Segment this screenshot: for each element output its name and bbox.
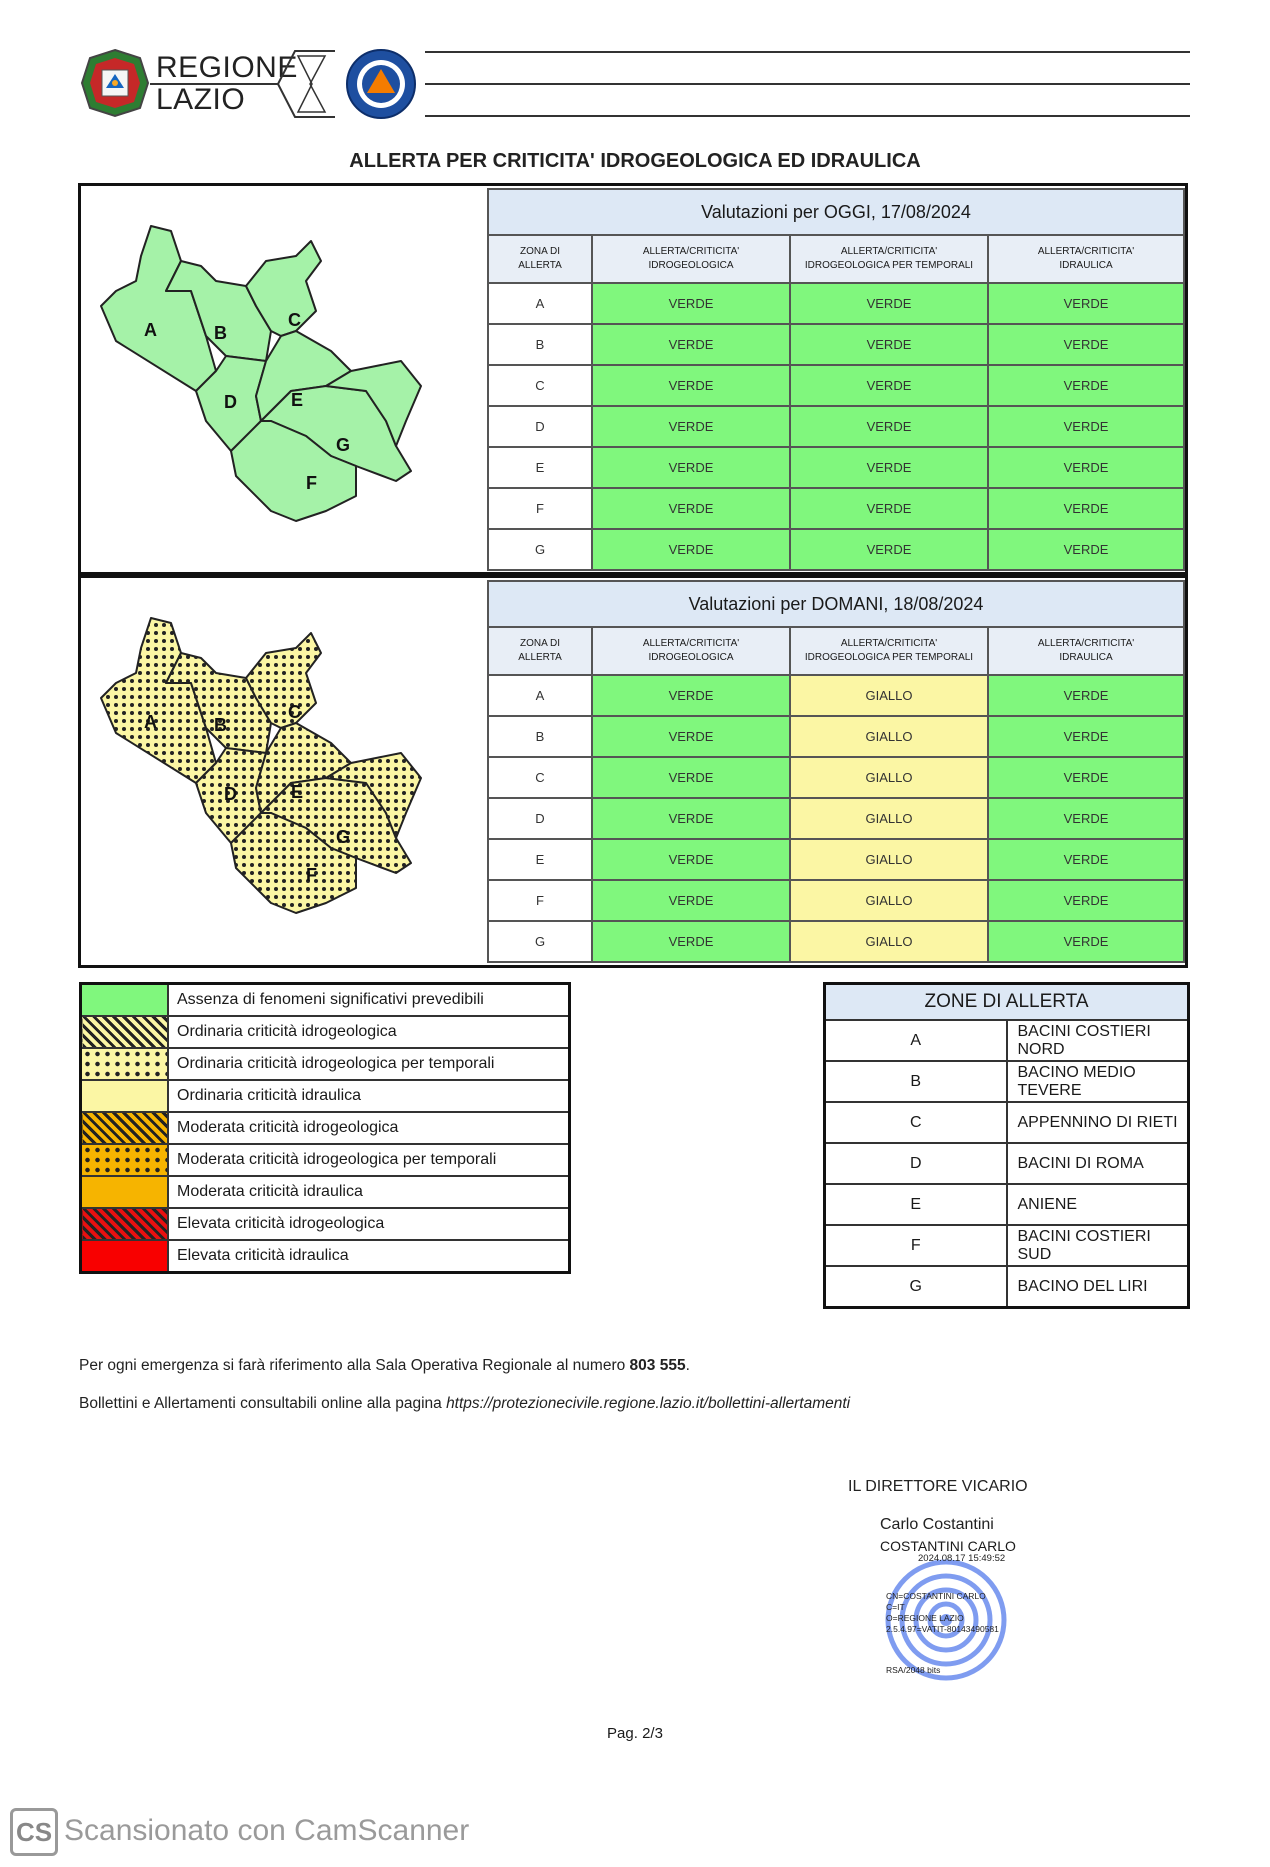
zone-row: E ANIENE	[825, 1184, 1189, 1225]
online-note: Bollettini e Allertamenti consultabili online alla pagina https://protezionecivile.regione.lazio.it/bollettini-allertamenti	[79, 1395, 851, 1412]
protezione-civile-emblem	[345, 48, 417, 120]
map-label-d: D	[224, 392, 237, 412]
legend-swatch	[81, 1176, 169, 1208]
map-label-c: C	[288, 310, 301, 330]
legend-swatch	[81, 1144, 169, 1176]
col-zona: ZONA DI ALLERTA	[488, 235, 592, 283]
zone-row: C APPENNINO DI RIETI	[825, 1102, 1189, 1143]
table-row: F VERDE GIALLO VERDE	[488, 880, 1184, 921]
today-title: Valutazioni per OGGI, 17/08/2024	[488, 189, 1184, 235]
table-row: E VERDE VERDE VERDE	[488, 447, 1184, 488]
col-idrogeologica: ALLERTA/CRITICITA' IDROGEOLOGICA	[592, 627, 790, 675]
legend-item: Ordinaria criticità idrogeologica per temporali	[81, 1048, 570, 1080]
stamp-rsa: RSA/2048 bits	[886, 1665, 941, 1675]
legend-swatch	[81, 1048, 169, 1080]
table-row: A VERDE VERDE VERDE	[488, 283, 1184, 324]
legend-item: Assenza di fenomeni significativi prevedibili	[81, 984, 570, 1017]
legend-table	[79, 982, 571, 1274]
col-zona: ZONA DI ALLERTA	[488, 627, 592, 675]
zone-row: A BACINI COSTIERI NORD	[825, 1020, 1189, 1061]
table-row: C VERDE VERDE VERDE	[488, 365, 1184, 406]
map-label-a: A	[144, 712, 157, 732]
zone-row: G BACINO DEL LIRI	[825, 1266, 1189, 1308]
zones-table	[823, 982, 1190, 1309]
legend-item: Moderata criticità idrogeologica per temporali	[81, 1144, 570, 1176]
table-row: D VERDE VERDE VERDE	[488, 406, 1184, 447]
zone-row: D BACINI DI ROMA	[825, 1143, 1189, 1184]
col-temporali: ALLERTA/CRITICITA' IDROGEOLOGICA PER TEMPORALI	[790, 235, 988, 283]
table-row: F VERDE VERDE VERDE	[488, 488, 1184, 529]
legend-swatch	[81, 984, 169, 1017]
page-number: Pag. 2/3	[607, 1725, 663, 1742]
signature-role: IL DIRETTORE VICARIO	[848, 1478, 1028, 1495]
legend-item: Moderata criticità idrogeologica	[81, 1112, 570, 1144]
camscanner-watermark: CS Scansionato con CamScanner	[10, 1808, 469, 1856]
col-idrogeologica: ALLERTA/CRITICITA' IDROGEOLOGICA	[592, 235, 790, 283]
table-row: A VERDE GIALLO VERDE	[488, 675, 1184, 716]
legend-swatch	[81, 1016, 169, 1048]
table-row: G VERDE VERDE VERDE	[488, 529, 1184, 570]
today-panel	[78, 183, 1188, 575]
map-label-f: F	[306, 473, 317, 493]
legend-item: Elevata criticità idraulica	[81, 1240, 570, 1273]
table-row: D VERDE GIALLO VERDE	[488, 798, 1184, 839]
tomorrow-panel	[78, 575, 1188, 968]
map-label-b: B	[214, 715, 227, 735]
col-idraulica: ALLERTA/CRITICITA' IDRAULICA	[988, 627, 1184, 675]
signature-name: Carlo Costantini	[880, 1516, 994, 1533]
map-label-e: E	[291, 782, 304, 802]
logo-text-line1: REGIONE	[156, 51, 298, 84]
emergency-note: Per ogni emergenza si farà riferimento alla Sala Operativa Regionale al numero 803 555.	[79, 1357, 690, 1374]
col-temporali: ALLERTA/CRITICITA' IDROGEOLOGICA PER TEMPORALI	[790, 627, 988, 675]
legend-item: Elevata criticità idrogeologica	[81, 1208, 570, 1240]
logo-text-line2: LAZIO	[156, 83, 246, 116]
bulletins-link[interactable]: https://protezionecivile.regione.lazio.it/bollettini-allertamenti	[446, 1395, 851, 1412]
tomorrow-region-map	[96, 613, 476, 943]
table-row: C VERDE GIALLO VERDE	[488, 757, 1184, 798]
map-label-g: G	[336, 435, 351, 455]
col-idraulica: ALLERTA/CRITICITA' IDRAULICA	[988, 235, 1184, 283]
map-label-d: D	[224, 784, 237, 804]
map-label-e: E	[291, 390, 304, 410]
emergency-number: 803 555	[629, 1357, 686, 1374]
map-label-f: F	[306, 865, 317, 885]
legend-item: Moderata criticità idraulica	[81, 1176, 570, 1208]
stamp-details: CN=COSTANTINI CARLO C=IT O=REGIONE LAZIO 2.5.4.97=VATIT-80143490581	[886, 1591, 999, 1634]
map-label-a: A	[144, 320, 157, 340]
legend-item: Ordinaria criticità idraulica	[81, 1080, 570, 1112]
zone-row: F BACINI COSTIERI SUD	[825, 1225, 1189, 1266]
camscanner-icon: CS	[10, 1808, 58, 1856]
tomorrow-table	[487, 580, 1185, 963]
today-table	[487, 188, 1185, 571]
zone-row: B BACINO MEDIO TEVERE	[825, 1061, 1189, 1102]
table-row: B VERDE VERDE VERDE	[488, 324, 1184, 365]
legend-swatch	[81, 1240, 169, 1273]
legend-swatch	[81, 1080, 169, 1112]
table-row: E VERDE GIALLO VERDE	[488, 839, 1184, 880]
today-region-map	[96, 221, 476, 551]
table-row: B VERDE GIALLO VERDE	[488, 716, 1184, 757]
legend-item: Ordinaria criticità idrogeologica	[81, 1016, 570, 1048]
regione-lazio-emblem	[80, 48, 150, 118]
page-title: ALLERTA PER CRITICITA' IDROGEOLOGICA ED IDRAULICA	[349, 150, 921, 172]
legend-swatch	[81, 1112, 169, 1144]
stamp-date: 2024.08.17 15:49:52	[918, 1553, 1006, 1564]
legend-swatch	[81, 1208, 169, 1240]
logo-swoosh	[150, 48, 340, 120]
map-label-c: C	[288, 702, 301, 722]
stamp-name: COSTANTINI CARLO	[880, 1538, 1016, 1554]
tomorrow-title: Valutazioni per DOMANI, 18/08/2024	[488, 581, 1184, 627]
zones-title: ZONE DI ALLERTA	[825, 984, 1189, 1021]
map-label-g: G	[336, 827, 351, 847]
table-row: G VERDE GIALLO VERDE	[488, 921, 1184, 962]
map-label-b: B	[214, 323, 227, 343]
